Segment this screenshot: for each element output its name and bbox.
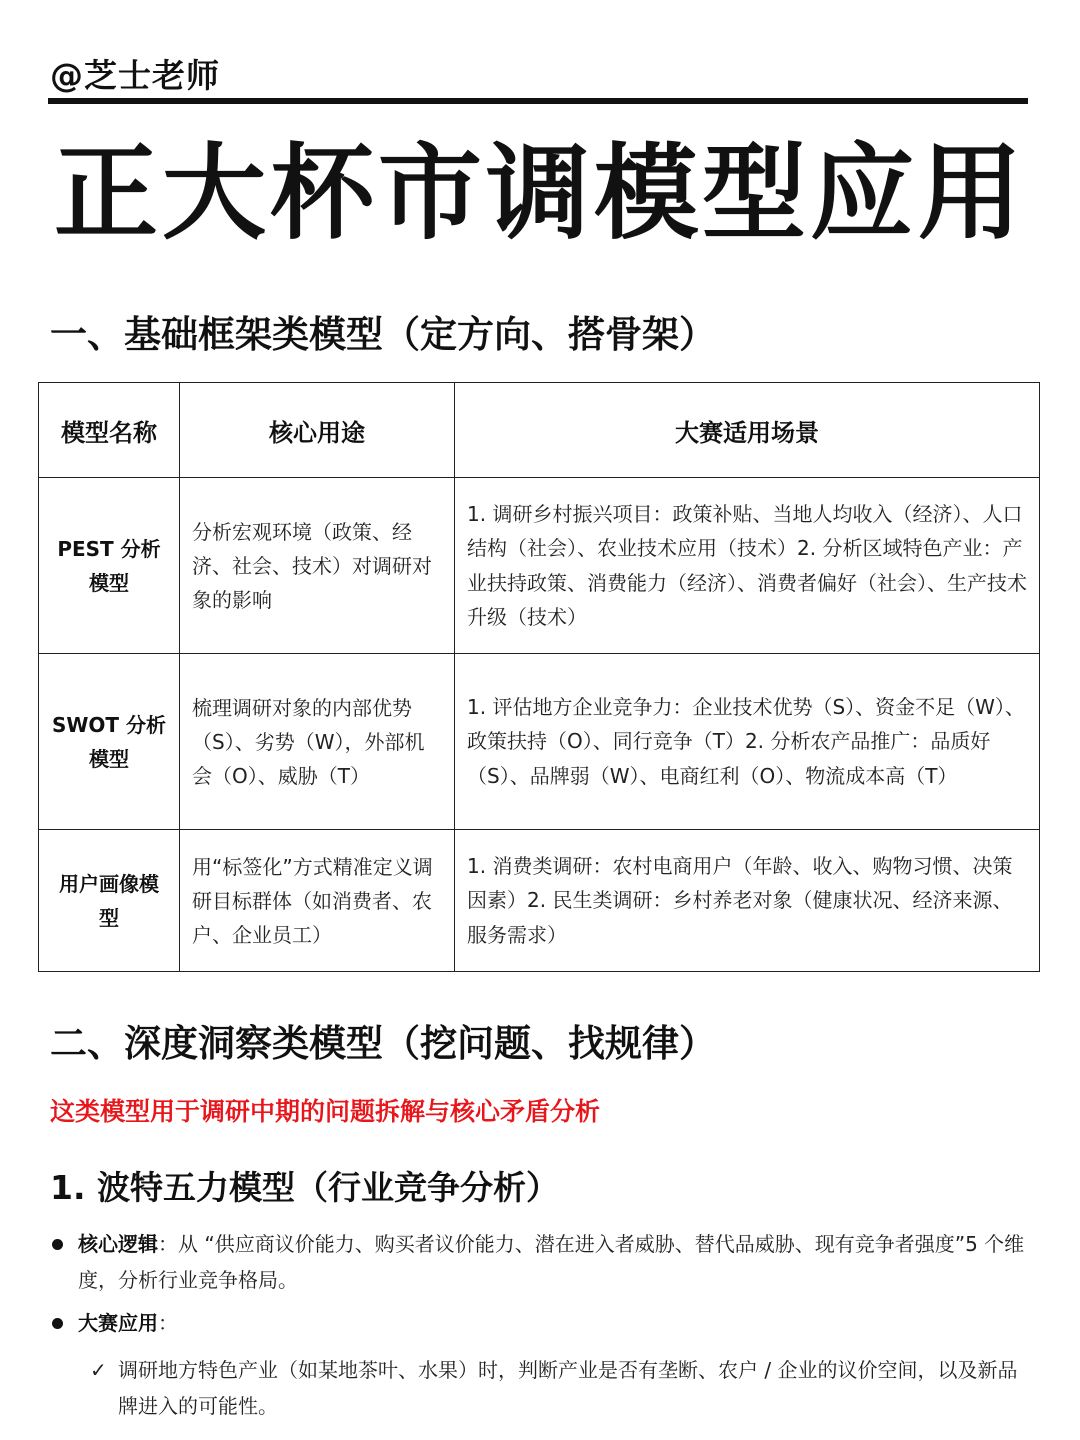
model-usage: 梳理调研对象的内部优势（S）、劣势（W），外部机会（O）、威胁（T） xyxy=(180,654,455,830)
model-table xyxy=(38,382,1040,972)
checkmark-icon: ✓ xyxy=(90,1358,107,1382)
model-usage: 分析宏观环境（政策、经济、社会、技术）对调研对象的影响 xyxy=(180,478,455,654)
bullet-dot-icon xyxy=(52,1318,63,1329)
author-handle: @芝士老师 xyxy=(50,56,220,95)
bullet-dot-icon xyxy=(52,1239,63,1250)
model-scene: 1. 评估地方企业竞争力：企业技术优势（S）、资金不足（W）、政策扶持（O）、同行竞争（T）2. 分析农产品推广：品质好（S）、品牌弱（W）、电商红利（O）、物流成本高（T） xyxy=(455,654,1040,830)
application-colon: ： xyxy=(158,1311,178,1335)
section-2-intro: 这类模型用于调研中期的问题拆解与核心矛盾分析 xyxy=(50,1097,601,1126)
porter-model-heading: 1. 波特五力模型（行业竞争分析） xyxy=(50,1168,559,1207)
table-row xyxy=(39,654,1040,830)
core-logic-text: ：从 “供应商议价能力、购买者议价能力、潜在进入者威胁、替代品威胁、现有竞争者强度”5 个维度，分析行业竞争格局。 xyxy=(78,1232,1025,1292)
model-scene: 1. 消费类调研：农村电商用户（年龄、收入、购物习惯、决策因素）2. 民生类调研：乡村养老对象（健康状况、经济来源、服务需求） xyxy=(455,830,1040,972)
application-item-text: 调研地方特色产业（如某地茶叶、水果）时，判断产业是否有垄断、农户 / 企业的议价空间，以及新品牌进入的可能性。 xyxy=(118,1358,1018,1418)
column-header-name: 模型名称 xyxy=(39,383,180,478)
application-label: 大赛应用 xyxy=(78,1311,158,1335)
column-header-scene: 大赛适用场景 xyxy=(455,383,1040,478)
model-name: PEST 分析模型 xyxy=(39,478,180,654)
bullet-application xyxy=(50,1305,1040,1341)
section-1-title: 一、基础框架类模型（定方向、搭骨架） xyxy=(50,313,716,356)
model-name: 用户画像模型 xyxy=(39,830,180,972)
model-name: SWOT 分析模型 xyxy=(39,654,180,830)
model-usage: 用“标签化”方式精准定义调研目标群体（如消费者、农户、企业员工） xyxy=(180,830,455,972)
bullet-core-logic xyxy=(50,1226,1040,1298)
column-header-usage: 核心用途 xyxy=(180,383,455,478)
table-row xyxy=(39,830,1040,972)
application-item xyxy=(90,1352,1030,1424)
table-header-row xyxy=(39,383,1040,478)
table-row xyxy=(39,478,1040,654)
model-scene: 1. 调研乡村振兴项目：政策补贴、当地人均收入（经济）、人口结构（社会）、农业技术应用（技术）2. 分析区域特色产业：产业扶持政策、消费能力（经济）、消费者偏好（社会）、生产技术升级（技术） xyxy=(455,478,1040,654)
section-2-title: 二、深度洞察类模型（挖问题、找规律） xyxy=(50,1022,716,1065)
header-divider xyxy=(48,98,1028,104)
core-logic-label: 核心逻辑 xyxy=(78,1232,158,1256)
page-title: 正大杯市调模型应用 xyxy=(53,132,1026,254)
